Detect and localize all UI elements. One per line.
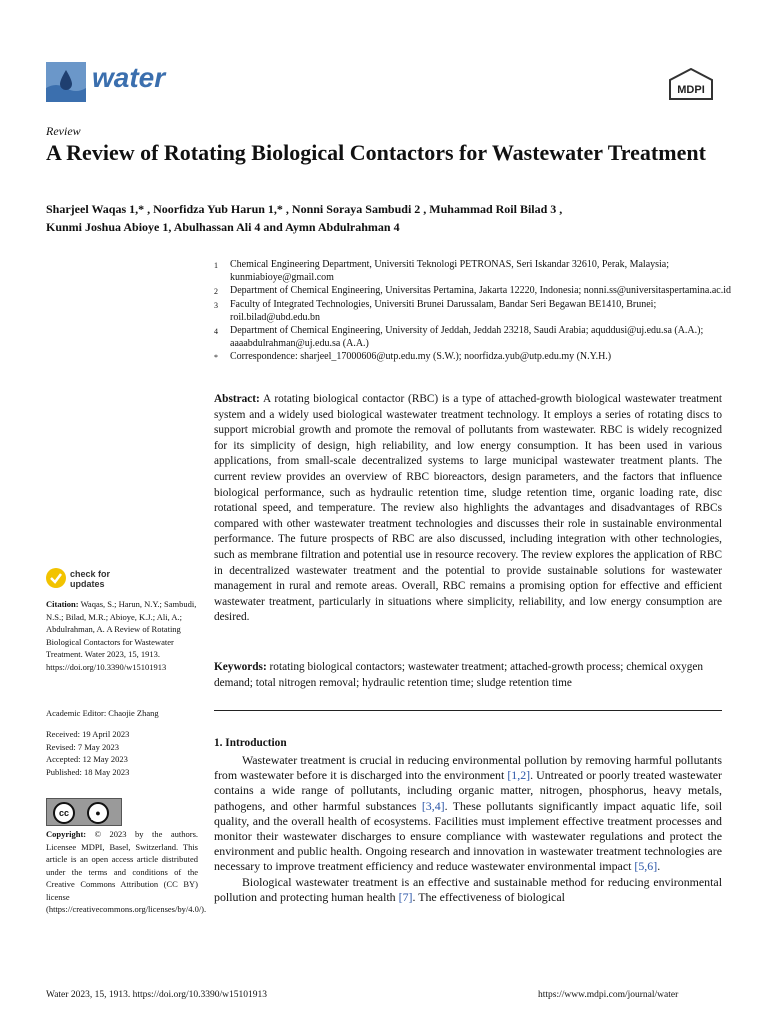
- copyright-label: Copyright:: [46, 829, 87, 839]
- paragraph: Biological wastewater treatment is an effective and sustainable method for reducing environmental pollution and protecting human health [7]. The effectiveness of biological: [214, 874, 722, 904]
- authors-line-2[interactable]: Kunmi Joshua Abioye 1, Abulhassan Ali 4 and Aymn Abdulrahman 4: [46, 220, 400, 234]
- footer-citation: Water 2023, 15, 1913. https://doi.org/10.3390/w15101913: [46, 990, 267, 1000]
- keywords: [214, 660, 722, 691]
- citation-link[interactable]: [7]: [398, 889, 413, 904]
- authors-line-1[interactable]: Sharjeel Waqas 1,* , Noorfidza Yub Harun 1,* , Nonni Soraya Sambudi 2 , Muhammad Roil Bilad 3 ,: [46, 202, 563, 216]
- revised-date: Revised: 7 May 2023: [46, 741, 119, 752]
- author-list: [46, 200, 726, 236]
- citation-link[interactable]: [5,6]: [634, 859, 658, 874]
- journal-logo-icon: [46, 62, 86, 102]
- copyright-text: © 2023 by the authors. Licensee MDPI, Basel, Switzerland. This article is an open access article distributed under the terms and conditions of the Creative Commons Attribution (CC BY) license (https://creativecommons.org/licenses/by/4.0/).: [46, 829, 207, 914]
- cc-icon: cc: [53, 802, 75, 824]
- published-date: Published: 18 May 2023: [46, 766, 130, 777]
- received-date: Received: 19 April 2023: [46, 729, 130, 739]
- copyright-block: [46, 828, 207, 916]
- footer-journal-url[interactable]: https://www.mdpi.com/journal/water: [538, 990, 679, 1000]
- correspondence: * Correspondence: sharjeel_17000606@utp.edu.my (S.W.); noorfidza.yub@utp.edu.my (N.Y.H.): [214, 351, 612, 362]
- mdpi-logo-icon: [668, 68, 714, 100]
- citation-link[interactable]: [1,2]: [507, 768, 531, 783]
- affiliation-item: 2 Department of Chemical Engineering, Universitas Pertamina, Jakarta 12220, Indonesia; nonni.ss@universitaspertamina.ac.id: [214, 285, 732, 296]
- section-divider: [214, 710, 722, 711]
- citation-link[interactable]: [3,4]: [421, 798, 445, 813]
- accepted-date: Accepted: 12 May 2023: [46, 754, 128, 764]
- keywords-text: rotating biological contactors; wastewater treatment; attached-growth process; chemical oxygen demand; total nitrogen removal; hydraulic retention time; sludge retention time: [214, 661, 704, 689]
- keywords-label: Keywords:: [214, 661, 267, 673]
- citation-label: Citation:: [46, 599, 79, 609]
- citation-block: [46, 598, 198, 673]
- section-heading: 1. Introduction: [214, 737, 287, 749]
- affiliations: [214, 258, 734, 364]
- cc-by-license-icon[interactable]: [46, 798, 122, 826]
- introduction-body: [214, 753, 722, 905]
- affiliation-item: 4 Department of Chemical Engineering, University of Jeddah, Jeddah 23218, Saudi Arabia; aquddusi@uj.edu.sa (A.A.); aaaabdulrahman@uj.edu.sa (A.A.): [214, 325, 704, 349]
- dates-block: [46, 728, 198, 778]
- check-for-updates-button[interactable]: check for updates: [70, 569, 111, 589]
- person-icon: ●: [87, 802, 109, 824]
- paragraph: Wastewater treatment is crucial in reducing environmental pollution by removing harmful pollutants from wastewater before it is discharged into the environment [1,2]. Untreated or poorly treated wastewater contains a wide range of pollutants, including organic matter, nitrogen, phosphorus, heavy metals, pathogens, and other harmful substances [3,4]. These pollutants significantly impact aquatic life, soil quality, and the overall health of ecosystems. Facilities must implement effective treatment processes and monitor their wastewater discharges to ensure compliance with wastewater regulations and protect the environment and public health. Ongoing research and innovation in wastewater treatment technologies are necessary to improve treatment efficiency and reduce wastewater environmental impact [5,6].: [214, 753, 722, 874]
- affiliation-item: 1 Chemical Engineering Department, Universiti Teknologi PETRONAS, Seri Iskandar 32610, Perak, Malaysia; kunmiabioye@gmail.com: [214, 259, 670, 283]
- abstract: [214, 392, 722, 626]
- abstract-label: Abstract:: [214, 393, 260, 405]
- affiliation-item: 3 Faculty of Integrated Technologies, Universiti Brunei Darussalam, Bandar Seri Begawan BE1410, Brunei; roil.bilad@ubd.edu.bn: [214, 299, 657, 323]
- cc-by-label: BY: [91, 816, 100, 822]
- journal-name: water: [92, 62, 166, 93]
- citation-text: Waqas, S.; Harun, N.Y.; Sambudi, N.S.; Bilad, M.R.; Abioye, K.J.; Ali, A.; Abdulrahman, A. A Review of Rotating Biological Contactors for Wastewater Treatment. Water 2023, 15, 1913. https://doi.org/10.3390/w15101913: [46, 599, 197, 672]
- article-type: Review: [46, 124, 81, 138]
- abstract-text: A rotating biological contactor (RBC) is a type of attached-growth biological wastewater treatment system and a widely used biological wastewater treatment technology. It employs a series of rotating discs to support microbial growth and promote the removal of pollutants from wastewater. RBC is widely recognized for its simplicity of design, high reliability, and low energy consumption. It has been used in various applications, from small-scale decentralized systems to large municipal wastewater treatment plants. The current review provides an overview of RBC bioreactors, design parameters, and the factors that influence biological performance, such as hydraulic retention time, sludge retention time, organic loading rate, disc rotational speed, and temperature. The review also highlights the advantages and disadvantages of RBCs compared with other wastewater treatment technologies and discusses their role in sustainable environmental performance. The future prospects of RBC are also discussed, including integration with other technologies, such as membrane filtration and potential use in resource recovery. The review explores the application of RBC in decentralized wastewater treatment and the potential to provide sustainable solutions for wastewater management in rural and remote areas. Overall, RBC remains a promising option for effective and efficient wastewater treatment, particularly in situations where simplicity, reliability, and low energy consumption are desired.: [214, 393, 723, 624]
- check-for-updates-icon[interactable]: [46, 568, 66, 588]
- article-title: A Review of Rotating Biological Contactors for Wastewater Treatment: [46, 140, 706, 165]
- publisher-name: MDPI: [677, 84, 705, 96]
- academic-editor: Academic Editor: Chaojie Zhang: [46, 708, 159, 718]
